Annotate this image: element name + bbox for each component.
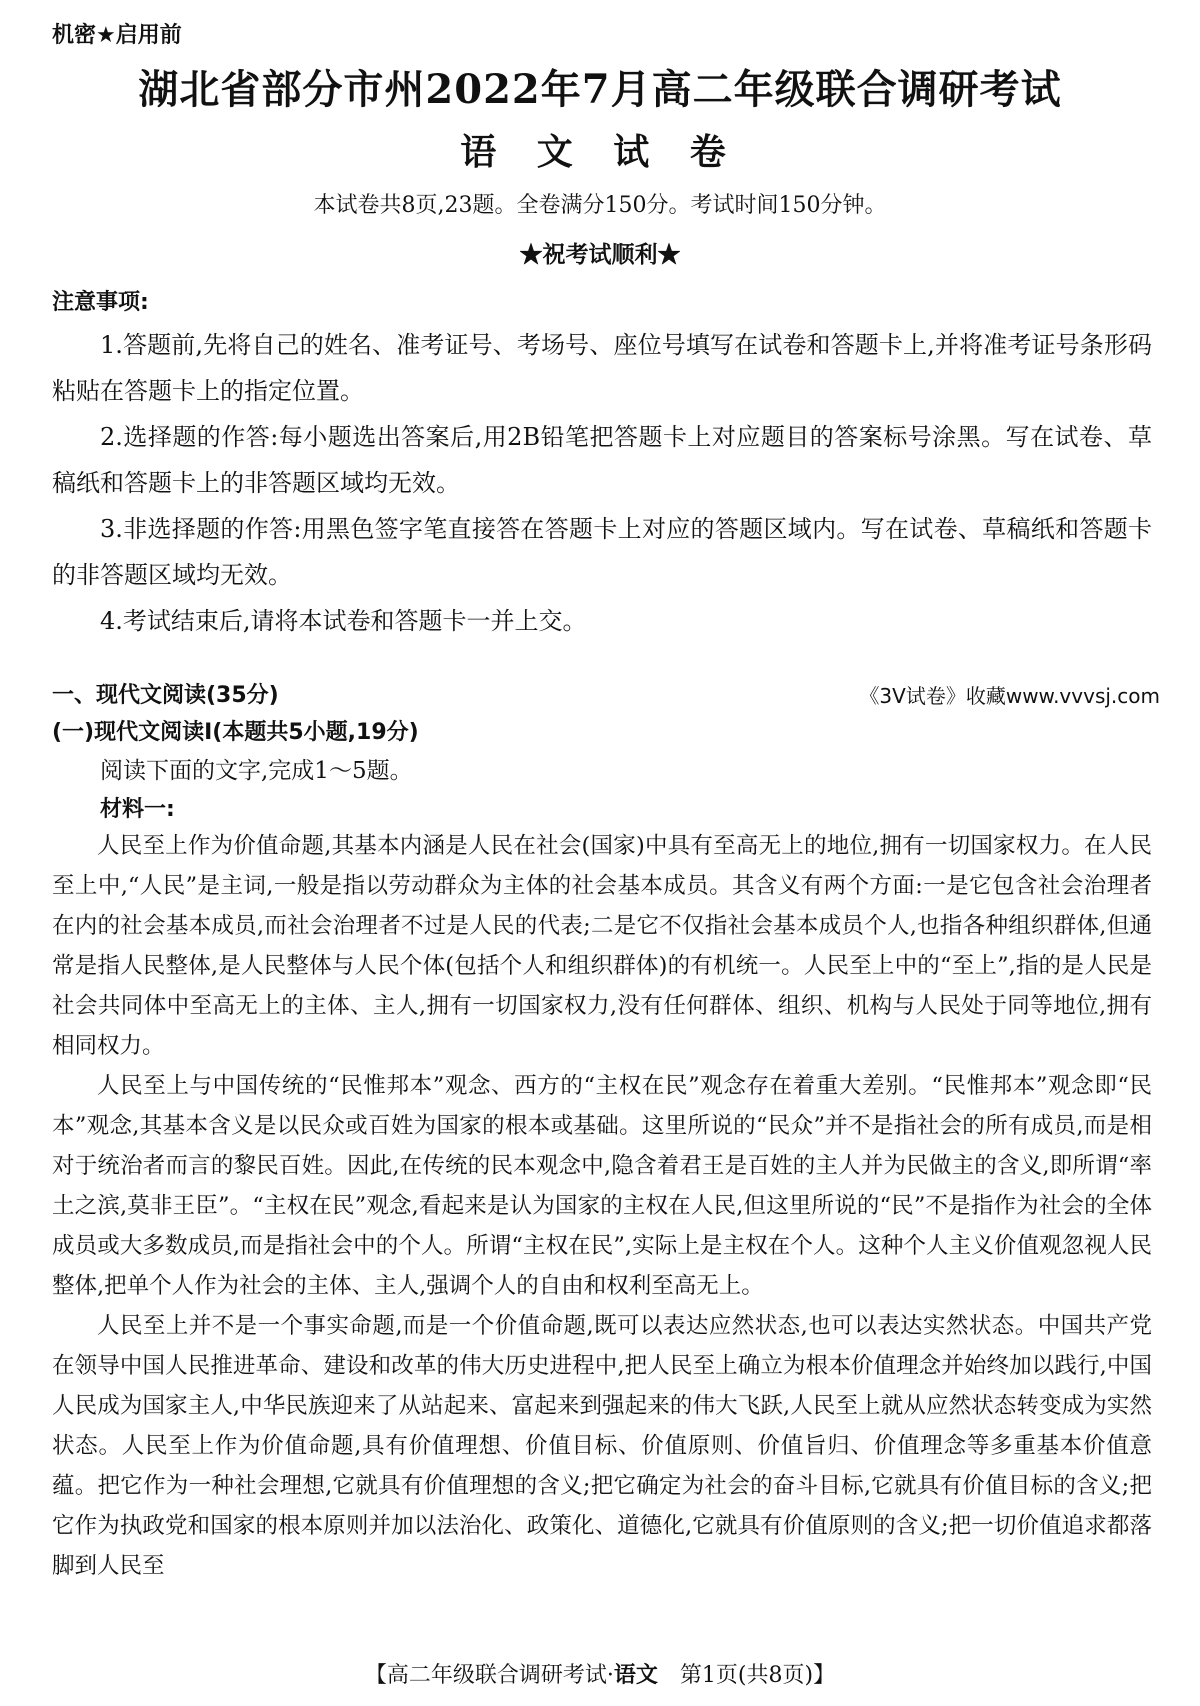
section-heading: 一、现代文阅读(35分) bbox=[52, 683, 279, 708]
notice-item: 1.答题前,先将自己的姓名、准考证号、考场号、座位号填写在试卷和答题卡上,并将准考证号条形码粘贴在答题卡上的指定位置。 bbox=[52, 331, 1152, 405]
passage-paragraph: 人民至上与中国传统的“民惟邦本”观念、西方的“主权在民”观念存在着重大差别。“民惟邦本”观念即“民本”观念,其基本含义是以民众或百姓为国家的根本或基础。这里所说的“民众”并不是指社会的所有成员,而是相对于统治者而言的黎民百姓。因此,在传统的民本观念中,隐含着君王是百姓的主人并为民做主的含义,即所谓“率土之滨,莫非王臣”。“主权在民”观念,看起来是认为国家的主权在人民,但这里所说的“民”不是指作为社会的全体成员或大多数成员,而是指社会中的个人。所谓“主权在民”,实际上是主权在个人。这种个人主义价值观忽视人民整体,把单个人作为社会的主体、主人,强调个人的自由和权利至高无上。 bbox=[52, 1073, 1152, 1299]
passage-paragraph: 人民至上作为价值命题,其基本内涵是人民在社会(国家)中具有至高无上的地位,拥有一切国家权力。在人民至上中,“人民”是主词,一般是指以劳动群众为主体的社会基本成员。其含义有两个方面:一是它包含社会治理者在内的社会基本成员,而社会治理者不过是人民的代表;二是它不仅指社会基本成员个人,也指各种组织群体,但通常是指人民整体,是人民整体与人民个体(包括个人和组织群体)的有机统一。人民至上中的“至上”,指的是人民是社会共同体中至高无上的主体、主人,拥有一切国家权力,没有任何群体、组织、机构与人民处于同等地位,拥有相同权力。 bbox=[52, 833, 1152, 1059]
exam-info: 本试卷共8页,23题。全卷满分150分。考试时间150分钟。 bbox=[313, 193, 887, 218]
notice-title: 注意事项: bbox=[52, 290, 149, 315]
footer-subject: 语文 bbox=[613, 1663, 658, 1688]
exam-title: 湖北省部分市州2022年7月高二年级联合调研考试 bbox=[138, 66, 1062, 113]
material-label: 材料一: bbox=[100, 797, 175, 822]
subsection-heading: (一)现代文阅读Ⅰ(本题共5小题,19分) bbox=[52, 720, 419, 745]
watermark-text: 《3V试卷》收藏www.vvvsj.com bbox=[859, 684, 1160, 708]
good-luck-line: ★祝考试顺利★ bbox=[519, 241, 681, 268]
notice-item: 2.选择题的作答:每小题选出答案后,用2B铅笔把答题卡上对应题目的答案标号涂黑。写在试卷、草稿纸和答题卡上的非答题区域均无效。 bbox=[52, 423, 1152, 497]
notice-item: 3.非选择题的作答:用黑色签字笔直接答在答题卡上对应的答题区域内。写在试卷、草稿纸和答题卡的非答题区域均无效。 bbox=[52, 515, 1152, 589]
page-footer bbox=[0, 1658, 1200, 1689]
paper-subtitle: 语 文 试 卷 bbox=[460, 131, 740, 173]
footer-prefix: 【高二年级联合调研考试· bbox=[364, 1663, 614, 1688]
confidential-label: 机密★启用前 bbox=[52, 23, 182, 48]
footer-page-info: 第1页(共8页)】 bbox=[657, 1663, 836, 1688]
reading-instruction: 阅读下面的文字,完成1～5题。 bbox=[100, 758, 413, 784]
passage-paragraph: 人民至上并不是一个事实命题,而是一个价值命题,既可以表达应然状态,也可以表达实然状态。中国共产党在领导中国人民推进革命、建设和改革的伟大历史进程中,把人民至上确立为根本价值理念并始终加以践行,中国人民成为国家主人,中华民族迎来了从站起来、富起来到强起来的伟大飞跃,人民至上就从应然状态转变成为实然状态。人民至上作为价值命题,具有价值理想、价值目标、价值原则、价值旨归、价值理念等多重基本价值意蕴。把它作为一种社会理想,它就具有价值理想的含义;把它确定为社会的奋斗目标,它就具有价值目标的含义;把它作为执政党和国家的根本原则并加以法治化、政策化、道德化,它就具有价值原则的含义;把一切价值追求都落脚到人民至 bbox=[52, 1313, 1152, 1579]
notice-list bbox=[52, 322, 1152, 644]
reading-passage bbox=[52, 826, 1152, 1586]
notice-item: 4.考试结束后,请将本试卷和答题卡一并上交。 bbox=[100, 607, 587, 635]
